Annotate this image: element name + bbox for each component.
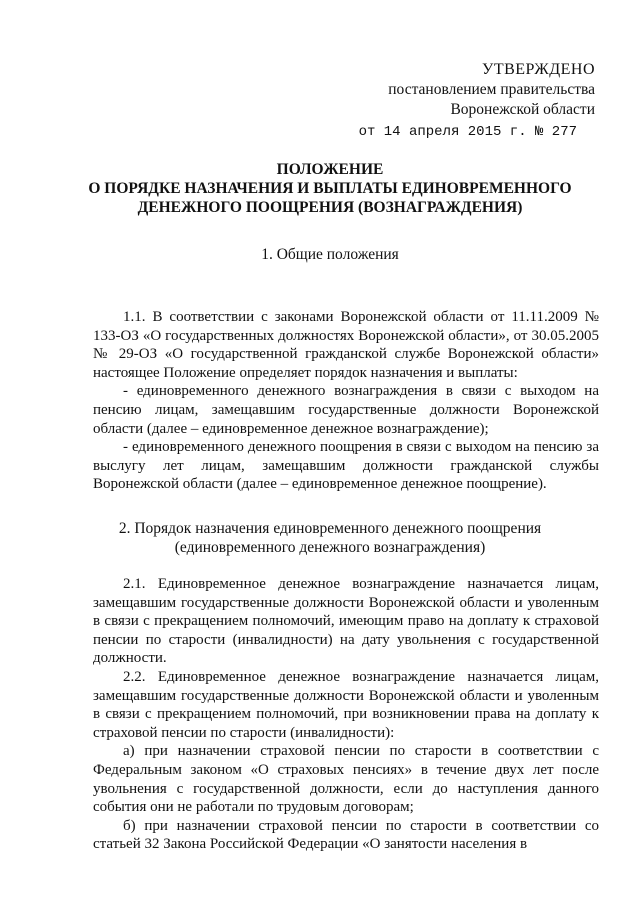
section-2-body — [93, 575, 599, 854]
paragraph-1-1-item-1: - единовременного денежного вознаграждения в связи с выходом на пенсию лицам, замещавшим государственные должности Воронежской области (далее – единовременное денежное вознаграждение); — [93, 383, 599, 437]
paragraph-1-1-item-2: - единовременного денежного поощрения в связи с выходом на пенсию за выслугу лет лицам, замещавшим должности гражданской службы Воронежской области (далее – единовременное денежное поощрение). — [93, 439, 599, 493]
paragraph-1-1: 1.1. В соответствии с законами Воронежской области от 11.11.2009 № 133-ОЗ «О государственных должностях Воронежской области», от 30.05.2005 № 29-ОЗ «О государственной гражданской службе Воронежской области» настоящее Положение определяет порядок назначения и выплаты: — [93, 309, 599, 381]
approval-stamp — [359, 60, 595, 142]
section-2-heading-line-2: (единовременного денежного вознаграждения) — [174, 539, 486, 556]
paragraph-2-2-b: б) при назначении страховой пенсии по старости в соответствии со статьей 32 Закона Российской Федерации «О занятости населения в — [93, 817, 599, 853]
paragraph-2-1: 2.1. Единовременное денежное вознаграждение назначается лицам, замещавшим государственные должности Воронежской области и уволенным в связи с прекращением полномочий, имеющим право на доплату к страховой пенсии по старости (инвалидности) на дату увольнения с государственной должности. — [93, 576, 599, 667]
paragraph-2-2-a: а) при назначении страховой пенсии по старости в соответствии с Федеральным законом «О страховых пенсиях» в течение двух лет после увольнения с государственной должности, если до наступления данного события они не работали по трудовым договорам; — [93, 743, 599, 816]
title-line-2: О ПОРЯДКЕ НАЗНАЧЕНИЯ И ВЫПЛАТЫ ЕДИНОВРЕМЕННОГО — [88, 180, 572, 197]
section-1-body — [93, 308, 599, 494]
approval-date: от 14 апреля 2015 г. № 277 — [358, 124, 577, 140]
approval-line-2: Воронежской области — [450, 101, 595, 118]
document-title — [60, 160, 600, 217]
approval-line-1: постановлением правительства — [388, 81, 595, 98]
section-2-heading — [60, 519, 600, 557]
section-1-heading: 1. Общие положения — [261, 246, 399, 263]
section-2-heading-line-1: 2. Порядок назначения единовременного денежного поощрения — [118, 520, 542, 537]
paragraph-2-2: 2.2. Единовременное денежное вознаграждение назначается лицам, замещавшим государственные должности Воронежской области и уволенным в связи с прекращением полномочий, при возникновении права на доплату к страховой пенсии по старости (инвалидности): — [93, 668, 599, 741]
approval-head: УТВЕРЖДЕНО — [481, 61, 595, 78]
title-line-3: ДЕНЕЖНОГО ПООЩРЕНИЯ (ВОЗНАГРАЖДЕНИЯ) — [137, 199, 523, 216]
title-line-1: ПОЛОЖЕНИЕ — [276, 161, 384, 178]
